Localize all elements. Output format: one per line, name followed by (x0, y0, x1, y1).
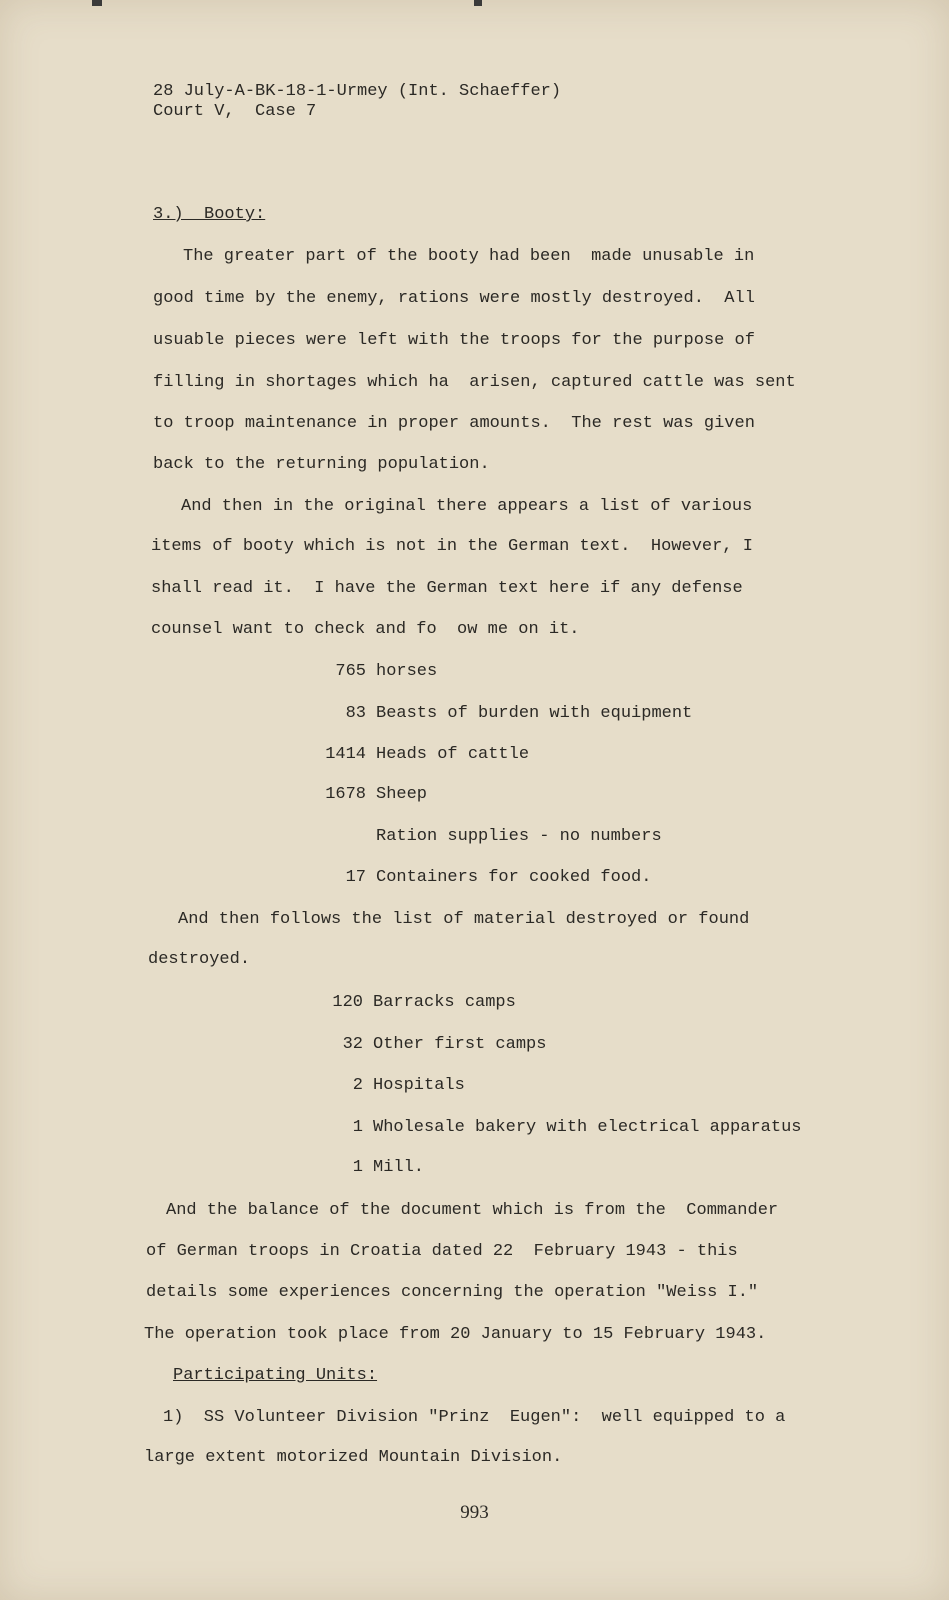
edge-mark (92, 0, 102, 6)
item-count: 17 (345, 868, 366, 887)
text-line: back to the returning population. (153, 455, 490, 474)
item-text: Sheep (376, 785, 428, 804)
text-line: counsel want to check and fo ow me on it. (151, 620, 580, 639)
text-line: of German troops in Croatia dated 22 February 1943 - this (146, 1242, 738, 1261)
item-text: Heads of cattle (376, 745, 530, 764)
item-text: Wholesale bakery with electrical apparatus (373, 1118, 802, 1137)
item-count: 1678 (325, 785, 366, 804)
text-line: items of booty which is not in the German text. However, I (151, 537, 753, 556)
participating-units-heading: Participating Units: (173, 1366, 378, 1385)
text-line: And then in the original there appears a list of various (181, 497, 753, 516)
item-count: 1 (352, 1118, 363, 1137)
item-text: Other first camps (373, 1035, 547, 1054)
text-line: shall read it. I have the German text here if any defense (151, 579, 743, 598)
text-line: good time by the enemy, rations were mostly destroyed. All (153, 289, 755, 308)
item-count: 120 (332, 993, 363, 1012)
item-text: Barracks camps (373, 993, 516, 1012)
text-line: to troop maintenance in proper amounts. The rest was given (153, 414, 755, 433)
item-text: Beasts of burden with equipment (376, 704, 693, 723)
text-line: The greater part of the booty had been made unusable in (183, 247, 755, 266)
header-line-1: 28 July-A-BK-18-1-Urmey (Int. Schaeffer) (153, 82, 562, 101)
item-count: 32 (342, 1035, 363, 1054)
page-number: 993 (460, 1502, 489, 1523)
item-count: 2 (352, 1076, 363, 1095)
item-text: Hospitals (373, 1076, 465, 1095)
text-line: And the balance of the document which is from the Commander (166, 1201, 779, 1220)
text-line: details some experiences concerning the operation "Weiss I." (146, 1283, 759, 1302)
edge-mark (474, 0, 482, 6)
item-text: Ration supplies - no numbers (376, 827, 662, 846)
text-line: And then follows the list of material destroyed or found (178, 910, 750, 929)
text-line: 1) SS Volunteer Division "Prinz Eugen": well equipped to a (163, 1408, 786, 1427)
item-count: 1414 (325, 745, 366, 764)
item-text: horses (376, 662, 438, 681)
item-text: Mill. (373, 1158, 425, 1177)
text-line: large extent motorized Mountain Division. (144, 1448, 563, 1467)
item-count: 765 (335, 662, 366, 681)
text-line: filling in shortages which ha arisen, captured cattle was sent (153, 373, 796, 392)
text-line: The operation took place from 20 January to 15 February 1943. (144, 1325, 767, 1344)
section-heading: 3.) Booty: (153, 205, 266, 224)
text-line: destroyed. (148, 950, 251, 969)
item-text: Containers for cooked food. (376, 868, 652, 887)
header-line-2: Court V, Case 7 (153, 102, 317, 121)
item-count: 1 (352, 1158, 363, 1177)
item-count: 83 (345, 704, 366, 723)
text-line: usuable pieces were left with the troops for the purpose of (153, 331, 755, 350)
